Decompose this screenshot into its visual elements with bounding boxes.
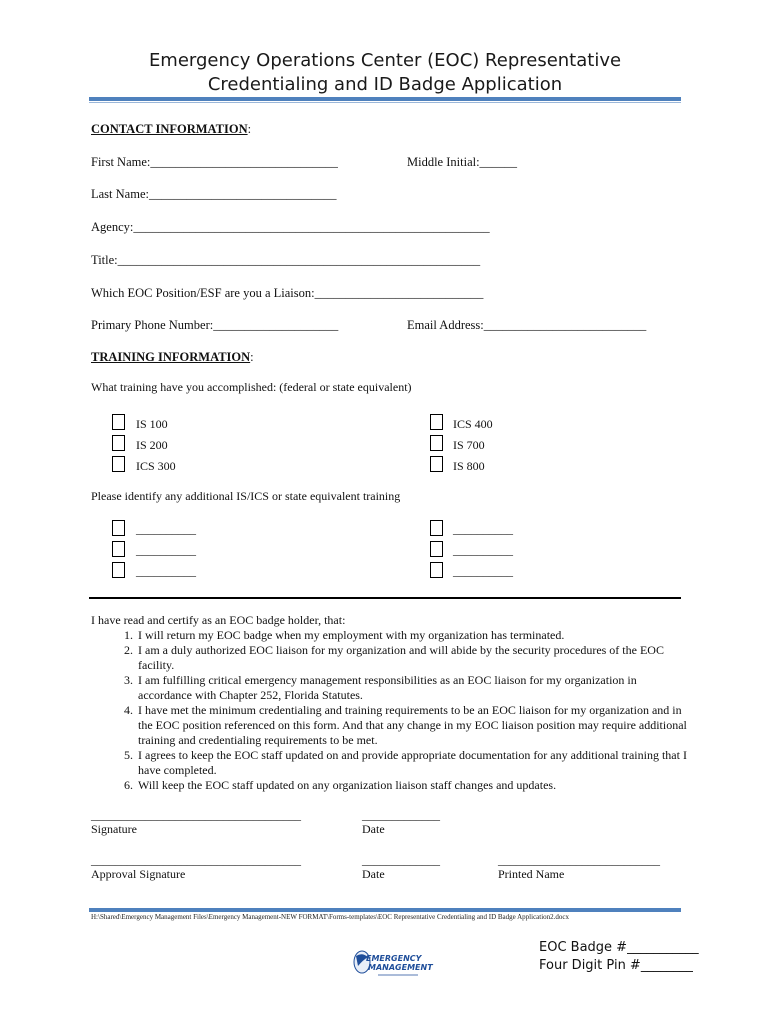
checkbox-is-200[interactable] bbox=[112, 435, 125, 451]
svg-text:EMERGENCY: EMERGENCY bbox=[366, 954, 422, 963]
additional-training-blank[interactable]: __________ bbox=[453, 564, 513, 578]
checkbox-additional-4[interactable] bbox=[430, 520, 443, 536]
title-divider bbox=[89, 97, 681, 101]
title-divider-thin bbox=[89, 102, 681, 103]
certification-item: 4. I have met the minimum credentialing and training requirements to be an EOC liaison for my organization and in the EOC position referenced on this form. And that any change in my EOC liaison position may require additional training and credentialing requirements to be met. bbox=[136, 703, 691, 748]
date-label: Date bbox=[362, 822, 385, 836]
additional-training-prompt: Please identify any additional IS/ICS or state equivalent training bbox=[91, 489, 401, 503]
approval-signature-line[interactable]: ___________________________________ bbox=[91, 853, 301, 867]
checkbox-additional-1[interactable] bbox=[112, 520, 125, 536]
eoc-badge-number[interactable]: EOC Badge #___________ bbox=[539, 940, 699, 955]
approval-date-line[interactable]: _____________ bbox=[362, 853, 440, 867]
middle-initial-field[interactable]: Middle Initial:______ bbox=[407, 155, 518, 169]
label-is-200: IS 200 bbox=[136, 438, 168, 452]
eoc-position-field[interactable]: Which EOC Position/ESF are you a Liaison:___________________________ bbox=[91, 286, 484, 300]
certification-item: 6. Will keep the EOC staff updated on any organization liaison staff changes and updates. bbox=[136, 778, 691, 793]
first-name-field[interactable]: First Name:______________________________ bbox=[91, 155, 338, 169]
checkbox-ics-400[interactable] bbox=[430, 414, 443, 430]
label-is-700: IS 700 bbox=[453, 438, 485, 452]
certification-item: 3. I am fulfilling critical emergency management responsibilities as an EOC liaison for my organization in accordance with Chapter 252, Florida Statutes. bbox=[136, 673, 691, 703]
additional-training-blank[interactable]: __________ bbox=[136, 543, 196, 557]
additional-training-blank[interactable]: __________ bbox=[453, 543, 513, 557]
checkbox-additional-2[interactable] bbox=[112, 541, 125, 557]
certification-item: 5. I agrees to keep the EOC staff updated on and provide appropriate documentation for any additional training that I have completed. bbox=[136, 748, 691, 778]
four-digit-pin[interactable]: Four Digit Pin #________ bbox=[539, 958, 693, 973]
file-path: H:\Shared\Emergency Management Files\Emergency Management-NEW FORMAT\Forms-templates\EOC Representative Credentialing and ID Badge Application2.docx bbox=[91, 913, 570, 921]
label-is-800: IS 800 bbox=[453, 459, 485, 473]
additional-training-blank[interactable]: __________ bbox=[136, 522, 196, 536]
checkbox-is-700[interactable] bbox=[430, 435, 443, 451]
certification-intro: I have read and certify as an EOC badge holder, that: bbox=[91, 613, 346, 627]
signature-line[interactable]: ___________________________________ bbox=[91, 808, 301, 822]
phone-field[interactable]: Primary Phone Number:____________________ bbox=[91, 318, 339, 332]
approval-signature-label: Approval Signature bbox=[91, 867, 186, 881]
checkbox-ics-300[interactable] bbox=[112, 456, 125, 472]
title-field[interactable]: Title:__________________________________________________________ bbox=[91, 253, 481, 267]
section-divider bbox=[89, 597, 681, 599]
printed-name-label: Printed Name bbox=[498, 867, 565, 881]
additional-training-blank[interactable]: __________ bbox=[453, 522, 513, 536]
agency-field[interactable]: Agency:_________________________________________________________ bbox=[91, 220, 490, 234]
label-ics-300: ICS 300 bbox=[136, 459, 176, 473]
label-ics-400: ICS 400 bbox=[453, 417, 493, 431]
checkbox-additional-3[interactable] bbox=[112, 562, 125, 578]
certification-item: 1. I will return my EOC badge when my employment with my organization has terminated. bbox=[136, 628, 691, 643]
checkbox-is-800[interactable] bbox=[430, 456, 443, 472]
certification-item: 2. I am a duly authorized EOC liaison for my organization and will abide by the security procedures of the EOC facility. bbox=[136, 643, 691, 673]
footer-divider bbox=[89, 908, 681, 912]
email-field[interactable]: Email Address:__________________________ bbox=[407, 318, 647, 332]
form-title-line2: Credentialing and ID Badge Application bbox=[207, 74, 563, 95]
svg-text:MANAGEMENT: MANAGEMENT bbox=[368, 963, 433, 972]
contact-heading: CONTACT INFORMATION: bbox=[91, 122, 252, 136]
training-question: What training have you accomplished: (federal or state equivalent) bbox=[91, 380, 412, 394]
label-is-100: IS 100 bbox=[136, 417, 168, 431]
signature-label: Signature bbox=[91, 822, 137, 836]
last-name-field[interactable]: Last Name:______________________________ bbox=[91, 187, 337, 201]
emergency-management-logo bbox=[352, 948, 433, 980]
form-title-line1: Emergency Operations Center (EOC) Representative bbox=[148, 50, 622, 71]
certification-list bbox=[91, 628, 691, 793]
checkbox-additional-5[interactable] bbox=[430, 541, 443, 557]
checkbox-additional-6[interactable] bbox=[430, 562, 443, 578]
certification-section bbox=[91, 613, 691, 793]
additional-training-blank[interactable]: __________ bbox=[136, 564, 196, 578]
printed-name-line[interactable]: ___________________________ bbox=[498, 853, 660, 867]
date-line[interactable]: _____________ bbox=[362, 808, 440, 822]
approval-date-label: Date bbox=[362, 867, 385, 881]
form-title bbox=[0, 49, 770, 97]
training-heading: TRAINING INFORMATION: bbox=[91, 350, 254, 364]
checkbox-is-100[interactable] bbox=[112, 414, 125, 430]
